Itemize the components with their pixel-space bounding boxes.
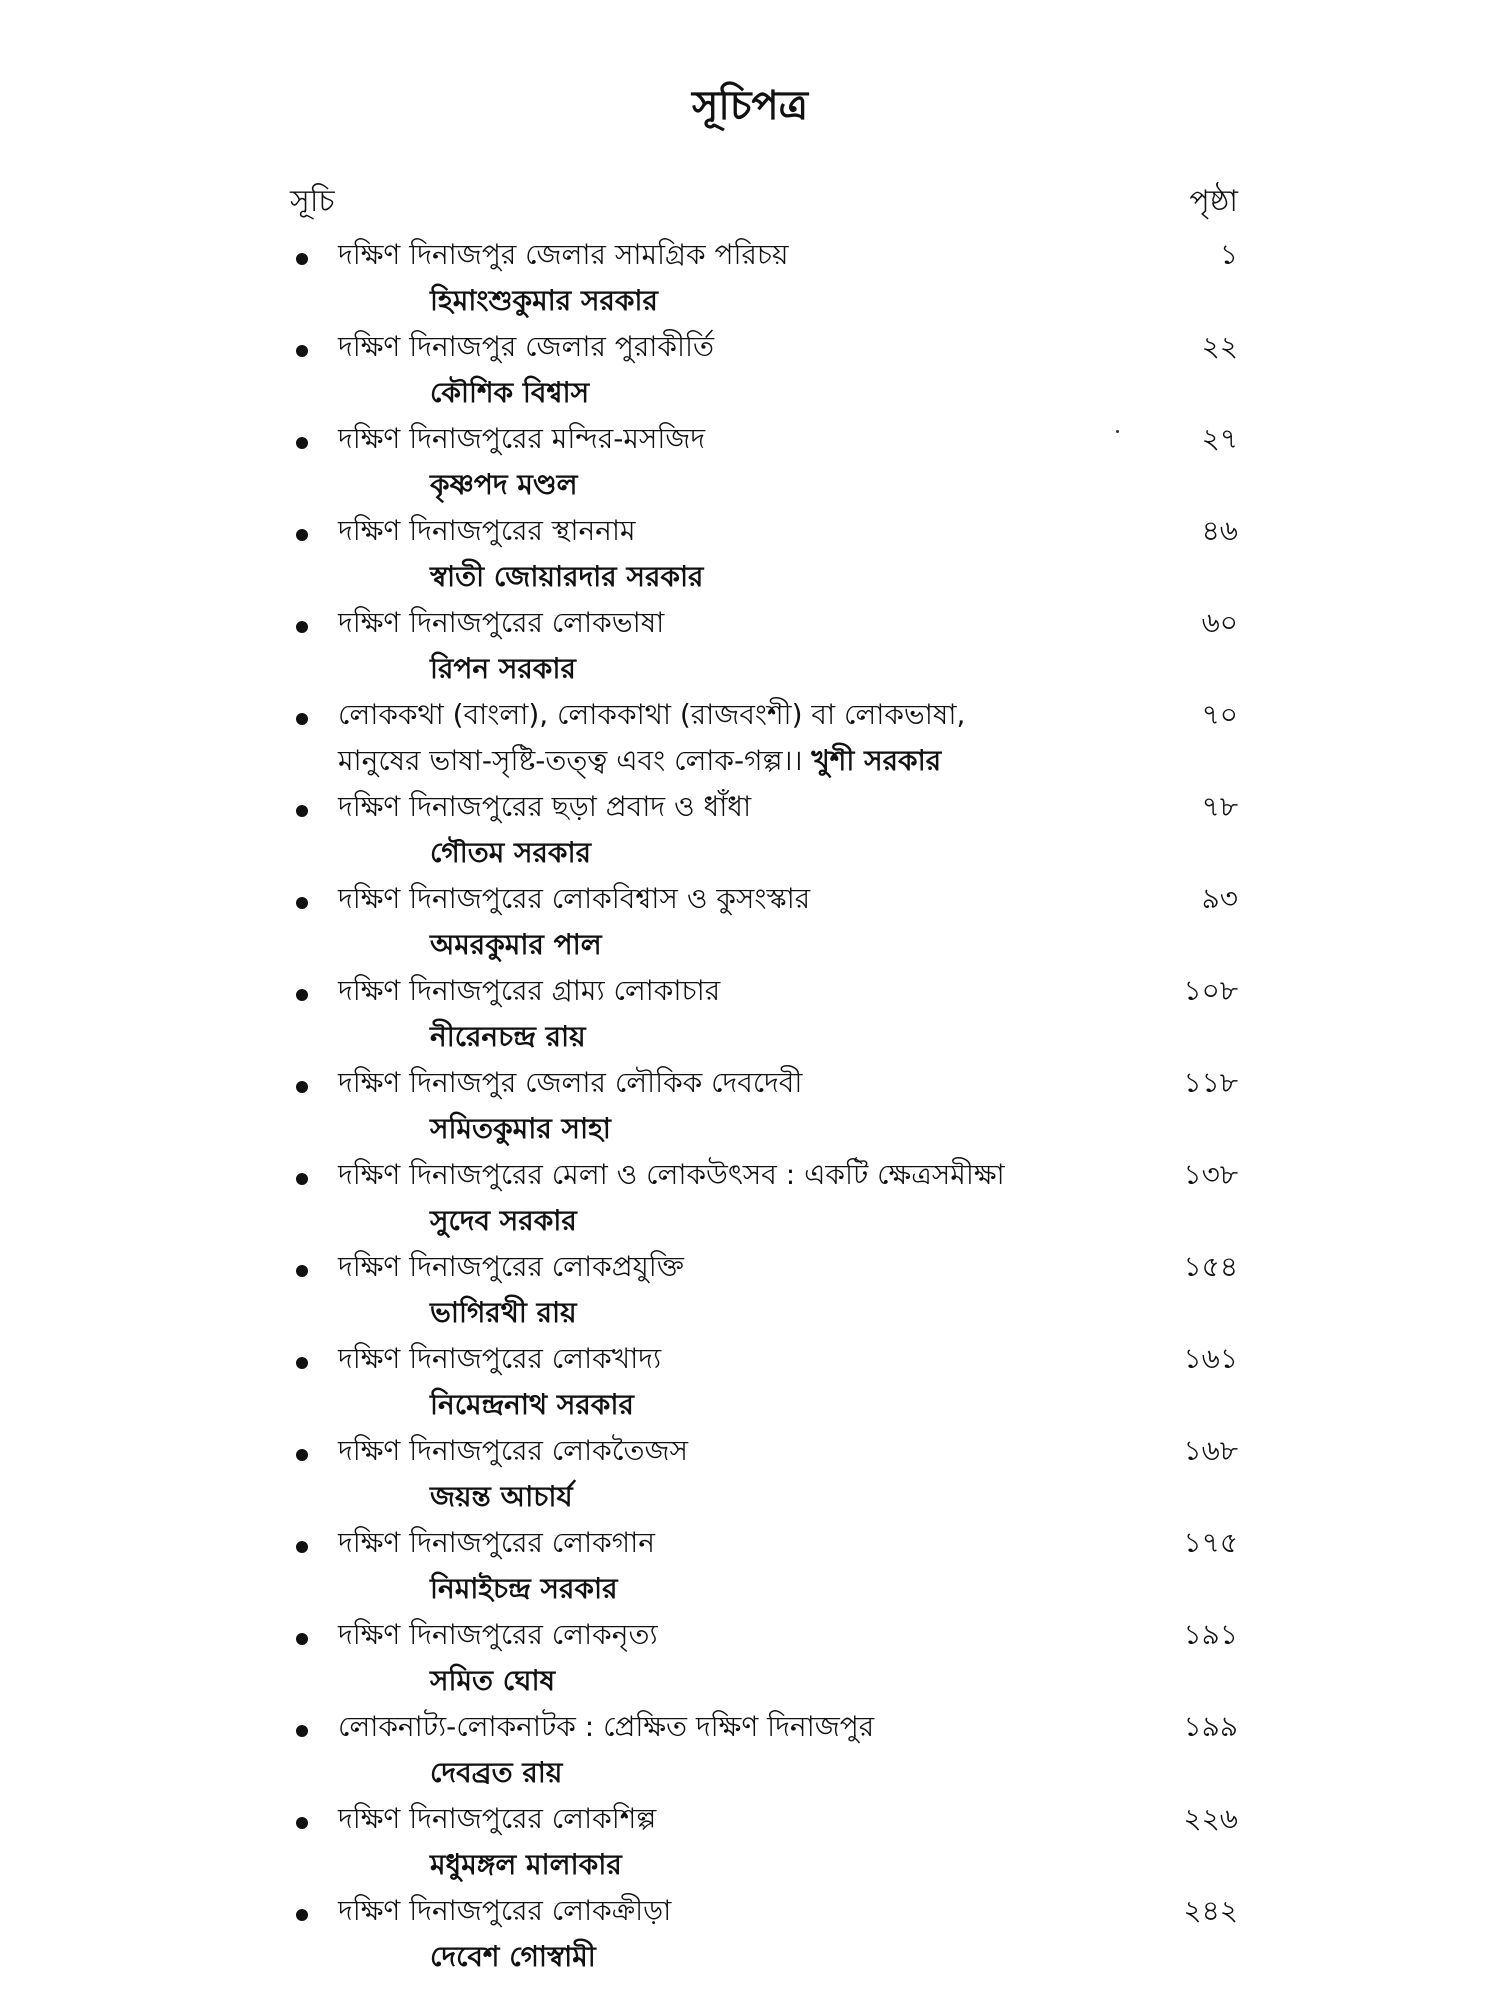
toc-entry-author: ভাগিরথী রায় <box>430 1296 577 1329</box>
toc-entry-title[interactable]: দক্ষিণ দিনাজপুরের লোকভাষা <box>338 606 665 639</box>
toc-entry-title[interactable]: দক্ষিণ দিনাজপুরের লোকশিল্প <box>338 1802 657 1835</box>
toc-entry-title[interactable]: দক্ষিণ দিনাজপুরের ছড়া প্রবাদ ও ধাঁধা <box>338 790 752 823</box>
bullet-icon <box>296 345 308 357</box>
toc-entry-page: ১১৮ <box>1183 1066 1238 1099</box>
toc-entry-title[interactable]: দক্ষিণ দিনাজপুরের গ্রাম্য লোকাচার <box>338 974 721 1007</box>
toc-entry-author: স্বাতী জোয়ারদার সরকার <box>430 560 704 593</box>
toc-entry-author: নিমেন্দ্রনাথ সরকার <box>430 1388 634 1421</box>
toc-entry-author: হিমাংশুকুমার সরকার <box>430 284 658 317</box>
toc-entry <box>290 1336 1238 1428</box>
toc-entry <box>290 232 1238 324</box>
toc-entry-author: দেবব্রত রায় <box>430 1756 563 1789</box>
toc-entry <box>290 1428 1238 1520</box>
toc-entry-author: কৃষ্ণপদ মণ্ডল <box>430 468 578 501</box>
bullet-icon <box>296 1817 308 1829</box>
bullet-icon <box>296 1357 308 1369</box>
toc-entry-title[interactable]: লোকনাট্য-লোকনাটক : প্রেক্ষিত দক্ষিণ দিনাজপুর <box>338 1710 875 1743</box>
bullet-icon <box>296 897 308 909</box>
toc-entry-author: গৌতম সরকার <box>430 836 592 869</box>
toc-entry-author: দেবেশ গোস্বামী <box>430 1940 596 1973</box>
toc-entry <box>290 1060 1238 1152</box>
bullet-icon <box>296 1725 308 1737</box>
toc-entry-author: রিপন সরকার <box>430 652 576 685</box>
toc-entry-page: ৭৮ <box>1201 790 1238 823</box>
toc-entry-title[interactable]: দক্ষিণ দিনাজপুরের লোকনৃত্য <box>338 1618 658 1651</box>
toc-entry <box>290 784 1238 876</box>
toc-entry <box>290 600 1238 692</box>
toc-entry-author: অমরকুমার পাল <box>430 928 602 961</box>
toc-entry-page: ১৩৮ <box>1183 1158 1238 1191</box>
bullet-icon <box>296 1541 308 1553</box>
table-of-contents <box>290 232 1238 1980</box>
bullet-icon <box>296 1449 308 1461</box>
bullet-icon <box>296 1173 308 1185</box>
bullet-icon <box>296 1633 308 1645</box>
contents-column-header: সূচি <box>290 184 335 219</box>
bullet-icon <box>296 1081 308 1093</box>
toc-entry-page: ১৬৮ <box>1183 1434 1238 1467</box>
bullet-icon <box>296 437 308 449</box>
toc-entry-author: নীরেনচন্দ্র রায় <box>430 1020 586 1053</box>
toc-entry-page: ২২৬ <box>1183 1802 1238 1835</box>
toc-entry-title[interactable]: দক্ষিণ দিনাজপুরের লোকগান <box>338 1526 655 1559</box>
bullet-icon <box>296 989 308 1001</box>
bullet-icon <box>296 621 308 633</box>
toc-entry-author: সুদেব সরকার <box>430 1204 577 1237</box>
toc-entry-title[interactable]: দক্ষিণ দিনাজপুরের স্থাননাম <box>338 514 636 547</box>
toc-entry <box>290 876 1238 968</box>
toc-entry-title[interactable]: দক্ষিণ দিনাজপুরের লোকপ্রযুক্তি <box>338 1250 684 1283</box>
toc-entry-author: জয়ন্ত আচার্য <box>430 1480 573 1513</box>
toc-entry <box>290 324 1238 416</box>
toc-entry-page: ১০৮ <box>1183 974 1238 1007</box>
toc-entry-author: সমিত ঘোষ <box>430 1664 556 1697</box>
toc-entry-page: ১৬১ <box>1183 1342 1238 1375</box>
bullet-icon <box>296 1909 308 1921</box>
toc-entry-page: ১৯১ <box>1183 1618 1238 1651</box>
toc-entry-title[interactable]: লোককথা (বাংলা), লোককাথা (রাজবংশী) বা লোকভাষা, <box>338 698 966 731</box>
toc-entry <box>290 416 1238 508</box>
toc-entry-page: ১৭৫ <box>1183 1526 1238 1559</box>
bullet-icon <box>296 529 308 541</box>
toc-entry <box>290 1796 1238 1888</box>
toc-entry-page: ১ <box>1219 238 1238 271</box>
bullet-icon <box>296 805 308 817</box>
toc-entry-author: খুশী সরকার <box>811 744 942 777</box>
toc-entry-title[interactable]: দক্ষিণ দিনাজপুরের লোকবিশ্বাস ও কুসংস্কার <box>338 882 811 915</box>
toc-entry-title[interactable]: দক্ষিণ দিনাজপুরের লোকখাদ্য <box>338 1342 662 1375</box>
toc-entry-page: ১৫৪ <box>1183 1250 1238 1283</box>
bullet-icon <box>296 713 308 725</box>
bullet-icon <box>296 253 308 265</box>
toc-entry-title[interactable]: দক্ষিণ দিনাজপুর জেলার লৌকিক দেবদেবী <box>338 1066 803 1099</box>
toc-entry-page: ২২ <box>1201 330 1238 363</box>
toc-entry-page: ২৪২ <box>1183 1894 1238 1927</box>
toc-entry <box>290 968 1238 1060</box>
toc-entry-author: সমিতকুমার সাহা <box>430 1112 611 1145</box>
toc-entry <box>290 1152 1238 1244</box>
toc-entry <box>290 1888 1238 1980</box>
toc-entry <box>290 692 1238 784</box>
toc-entry <box>290 508 1238 600</box>
toc-entry-title-continued[interactable]: মানুষের ভাষা-সৃষ্টি-তত্ত্ব এবং লোক-গল্প।। <box>338 744 803 777</box>
toc-entry-title[interactable]: দক্ষিণ দিনাজপুরের লোকতৈজস <box>338 1434 689 1467</box>
toc-entry <box>290 1704 1238 1796</box>
page-title: সূচিপত্র <box>692 83 808 129</box>
toc-entry-page: ২৭ <box>1201 422 1238 455</box>
toc-entry-author: নিমাইচন্দ্র সরকার <box>430 1572 618 1605</box>
toc-entry-title[interactable]: দক্ষিণ দিনাজপুরের লোকক্রীড়া <box>338 1894 672 1927</box>
toc-entry-title[interactable]: দক্ষিণ দিনাজপুরের মন্দির-মসজিদ <box>338 422 706 455</box>
toc-entry-page: ৪৬ <box>1201 514 1238 547</box>
toc-entry-page: ৬০ <box>1201 606 1238 639</box>
bullet-icon <box>296 1265 308 1277</box>
toc-entry-page: ৯৩ <box>1201 882 1238 915</box>
toc-entry <box>290 1244 1238 1336</box>
toc-entry-author: মধুমঙ্গল মালাকার <box>430 1848 622 1881</box>
toc-entry-author: কৌশিক বিশ্বাস <box>430 376 590 409</box>
page-column-header: পৃষ্ঠা <box>1189 184 1238 219</box>
toc-entry-title[interactable]: দক্ষিণ দিনাজপুর জেলার সামগ্রিক পরিচয় <box>338 238 789 271</box>
toc-entry-page: ১৯৯ <box>1183 1710 1238 1743</box>
toc-entry-title[interactable]: দক্ষিণ দিনাজপুর জেলার পুরাকীর্তি <box>338 330 714 363</box>
toc-entry-page: ৭০ <box>1201 698 1238 731</box>
toc-entry-title[interactable]: দক্ষিণ দিনাজপুরের মেলা ও লোকউৎসব : একটি ক্ষেত্রসমীক্ষা <box>338 1158 1005 1191</box>
toc-entry <box>290 1520 1238 1612</box>
toc-entry <box>290 1612 1238 1704</box>
